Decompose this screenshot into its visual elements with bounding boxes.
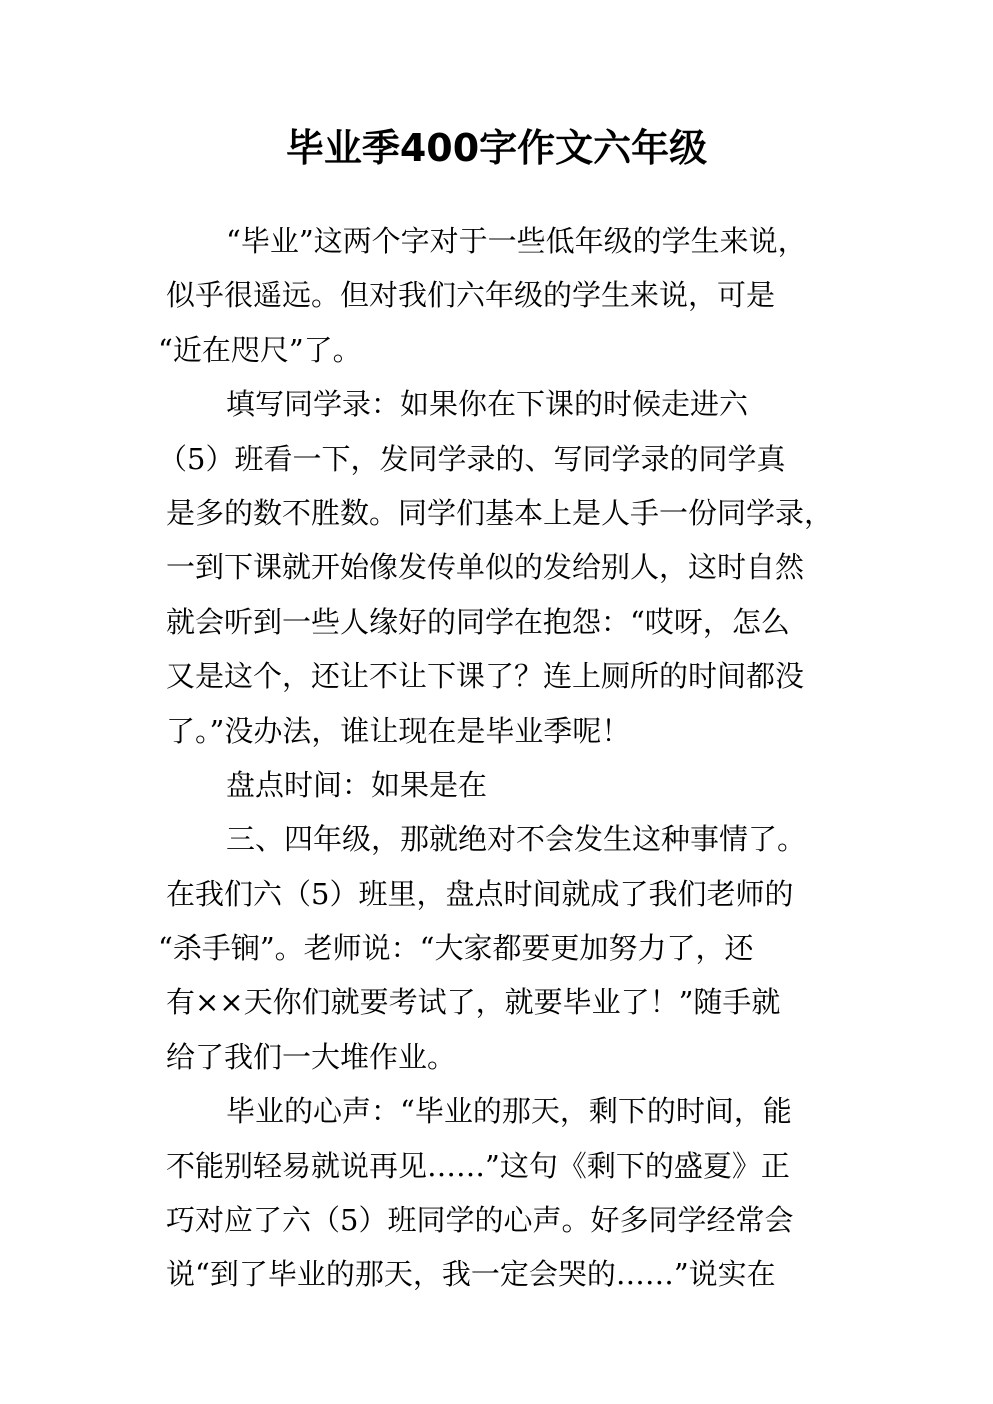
text-line: 不能别轻易就说再见……”这句《剩下的盛夏》正 [166, 1148, 790, 1183]
text-line: 在我们六（5）班里，盘点时间就成了我们老师的 [166, 876, 794, 911]
text-line: 了。”没办法，谁让现在是毕业季呢！ [166, 713, 631, 748]
text-line: 就会听到一些人缘好的同学在抱怨：“哎呀，怎么 [166, 604, 790, 639]
text-line: 一到下课就开始像发传单似的发给别人，这时自然 [166, 550, 805, 585]
text-line: “杀手锏”。老师说：“大家都要更加努力了，还 [158, 931, 754, 966]
text-line: “近在咫尺”了。 [158, 332, 362, 367]
text-line: 又是这个，还让不让下课了？连上厕所的时间都没 [166, 659, 805, 694]
text-line: “毕业”这两个字对于一些低年级的学生来说， [226, 224, 807, 258]
text-line: 给了我们一大堆作业。 [166, 1039, 457, 1074]
text-line: 三、四年级，那就绝对不会发生这种事情了。 [226, 822, 807, 857]
text-line: 似乎很遥远。但对我们六年级的学生来说，可是 [166, 278, 776, 313]
document-body [158, 214, 842, 1302]
document-title: 毕业季400字作文六年级 [285, 126, 708, 170]
text-line: 盘点时间：如果是在 [226, 767, 488, 802]
text-line: 巧对应了六（5）班同学的心声。好多同学经常会 [166, 1203, 794, 1238]
text-line: 填写同学录：如果你在下课的时候走进六 [226, 387, 749, 422]
text-line: 说“到了毕业的那天，我一定会哭的……”说实在 [166, 1257, 776, 1292]
text-line: 有××天你们就要考试了，就要毕业了！”随手就 [166, 985, 781, 1020]
text-line: 毕业的心声：“毕业的那天，剩下的时间，能 [226, 1094, 792, 1129]
text-line: （5）班看一下，发同学录的、写同学录的同学真 [158, 441, 786, 476]
text-line: 是多的数不胜数。同学们基本上是人手一份同学录， [166, 495, 834, 530]
